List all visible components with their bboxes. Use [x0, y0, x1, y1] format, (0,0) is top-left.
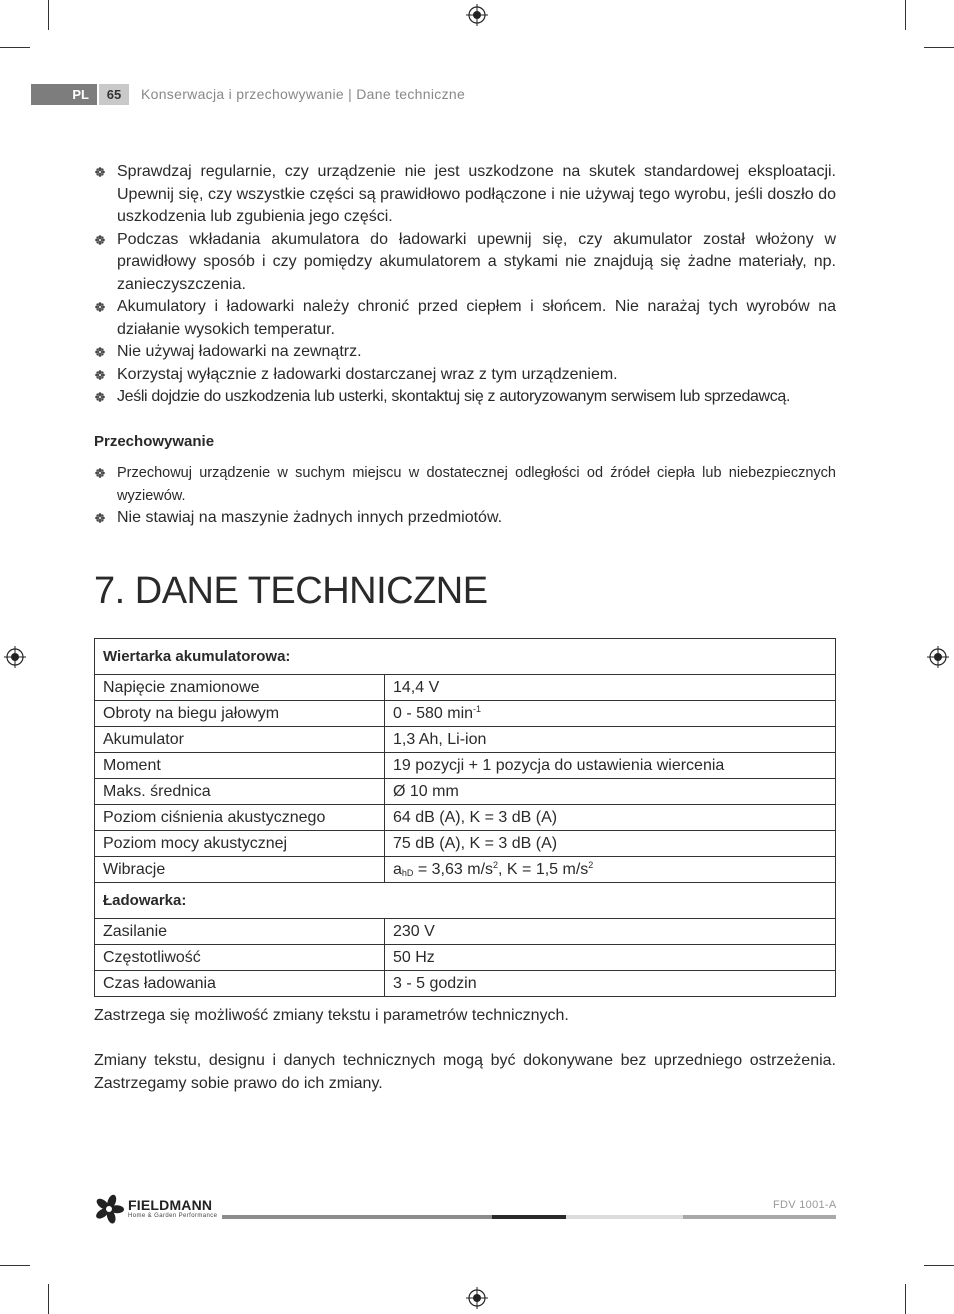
vibration-value-b: , K = 1,5 m/s	[498, 861, 589, 878]
spec-value	[385, 701, 836, 727]
bullet-text: Korzystaj wyłącznie z ładowarki dostarczanej wraz z tym urządzeniem.	[117, 365, 618, 383]
spec-value: 14,4 V	[385, 675, 836, 701]
spec-value: 75 dB (A), K = 3 dB (A)	[385, 831, 836, 857]
spec-label: Poziom mocy akustycznej	[95, 831, 385, 857]
footer-rule	[683, 1215, 836, 1219]
registration-mark-icon	[927, 646, 949, 668]
language-code: PL	[31, 84, 97, 105]
spec-value: 3 - 5 godzin	[385, 971, 836, 997]
spec-value-exponent: -1	[473, 704, 482, 714]
table-group-header	[95, 883, 836, 919]
storage-section	[94, 462, 836, 530]
bullet-text: Akumulatory i ładowarki należy chronić przed ciepłem i słońcem. Nie narażaj tych wyrobów na działanie wysokich temperatur.	[117, 298, 836, 338]
table-row	[95, 919, 836, 945]
spec-label: Maks. średnica	[95, 779, 385, 805]
spec-label: Zasilanie	[95, 919, 385, 945]
note-text: Zmiany tekstu, designu i danych technicznych mogą być dokonywane bez uprzedniego ostrzeżenia. Zastrzegamy sobie prawo do ich zmiany.	[94, 1052, 836, 1092]
flower-bullet-icon	[95, 235, 105, 245]
page-number: 65	[99, 84, 129, 105]
drill-heading: Wiertarka akumulatorowa:	[95, 639, 836, 675]
spec-label: Poziom ciśnienia akustycznego	[95, 805, 385, 831]
spec-value: 64 dB (A), K = 3 dB (A)	[385, 805, 836, 831]
spec-value: 19 pozycji + 1 pozycja do ustawienia wiercenia	[385, 753, 836, 779]
vibration-exponent-b: 2	[588, 860, 594, 870]
list-item	[94, 161, 836, 229]
crop-mark	[0, 47, 30, 48]
list-item	[94, 507, 836, 530]
flower-bullet-icon	[95, 167, 105, 177]
table-row	[95, 857, 836, 883]
list-item	[94, 386, 836, 409]
bullet-text: Nie używaj ładowarki na zewnątrz.	[117, 343, 362, 360]
crop-mark	[924, 1265, 954, 1266]
list-item	[94, 229, 836, 297]
table-row	[95, 753, 836, 779]
spec-label: Akumulator	[95, 727, 385, 753]
storage-heading: Przechowywanie	[94, 433, 215, 450]
registration-mark-icon	[466, 1287, 488, 1309]
spec-value: 230 V	[385, 919, 836, 945]
brand-logo	[94, 1194, 224, 1224]
list-item	[94, 341, 836, 364]
spec-label: Wibracje	[95, 857, 385, 883]
flower-bullet-icon	[95, 370, 105, 380]
spec-label: Napięcie znamionowe	[95, 675, 385, 701]
spec-value	[385, 857, 836, 883]
table-row	[95, 675, 836, 701]
crop-mark	[0, 1265, 30, 1266]
list-item	[94, 462, 836, 507]
spec-value-text: 0 - 580 min	[393, 705, 474, 722]
table-row	[95, 779, 836, 805]
flower-bullet-icon	[95, 302, 105, 312]
table-row	[95, 945, 836, 971]
flower-bullet-icon	[95, 347, 105, 357]
fieldmann-fan-logo-icon	[94, 1194, 124, 1224]
crop-mark	[905, 0, 906, 30]
table-row	[95, 805, 836, 831]
table-row	[95, 831, 836, 857]
spec-label: Częstotliwość	[95, 945, 385, 971]
storage-list	[94, 462, 836, 530]
page-header-tab	[31, 84, 129, 105]
table-group-header	[95, 639, 836, 675]
crop-mark	[48, 1284, 49, 1314]
table-row	[95, 701, 836, 727]
footer-rule	[566, 1215, 683, 1219]
spec-label: Moment	[95, 753, 385, 779]
spec-value: 1,3 Ah, Li-ion	[385, 727, 836, 753]
registration-mark-icon	[4, 646, 26, 668]
brand-name: FIELDMANN	[128, 1197, 213, 1213]
flower-bullet-icon	[95, 392, 105, 402]
flower-bullet-icon	[95, 468, 105, 478]
footer-rule	[492, 1215, 566, 1219]
crop-mark	[48, 0, 49, 30]
running-header-title: Konserwacja i przechowywanie | Dane techniczne	[141, 86, 466, 102]
table-row	[95, 727, 836, 753]
document-code: FDV 1001-A	[773, 1199, 837, 1211]
bullet-text: Sprawdzaj regularnie, czy urządzenie nie jest uszkodzone na skutek standardowej eksploatacji. Upewnij się, czy wszystkie części są prawidłowo podłączone i nie używaj tego wyrobu, jeśli doszło do uszkodzenia lub zgubienia jego części.	[117, 163, 836, 225]
bullet-text: Przechowuj urządzenie w suchym miejscu w dostatecznej odległości od źródeł ciepła lub niebezpiecznych wyziewów.	[117, 465, 836, 504]
maintenance-section	[94, 161, 836, 409]
spec-label: Czas ładowania	[95, 971, 385, 997]
brand-tagline: Home & Garden Performance	[128, 1213, 218, 1219]
maintenance-list	[94, 161, 836, 409]
registration-mark-icon	[466, 4, 488, 26]
vibration-symbol-subscript: hD	[401, 868, 414, 878]
crop-mark	[924, 47, 954, 48]
footer-rule	[222, 1215, 492, 1219]
technical-data-table	[94, 638, 836, 997]
charger-heading: Ładowarka:	[95, 883, 836, 919]
vibration-exponent-a: 2	[493, 860, 499, 870]
crop-mark	[905, 1284, 906, 1314]
vibration-value-a: = 3,63 m/s	[413, 861, 494, 878]
bullet-text: Jeśli dojdzie do uszkodzenia lub usterki, skontaktuj się z autoryzowanym serwisem lub sprzedawcą.	[117, 388, 791, 405]
bullet-text: Podczas wkładania akumulatora do ładowarki upewnij się, czy akumulator został włożony w prawidłowy sposób i czy pomiędzy akumulatorem a stykami nie znajdują się żadne materiały, np. zanieczyszczenia.	[117, 230, 836, 293]
spec-value: 50 Hz	[385, 945, 836, 971]
list-item	[94, 364, 836, 387]
note-text: Zastrzega się możliwość zmiany tekstu i parametrów technicznych.	[94, 1007, 569, 1024]
flower-bullet-icon	[95, 513, 105, 523]
vibration-symbol: a	[393, 861, 402, 878]
bullet-text: Nie stawiaj na maszynie żadnych innych przedmiotów.	[117, 509, 503, 526]
spec-label: Obroty na biegu jałowym	[95, 701, 385, 727]
list-item	[94, 296, 836, 341]
section-title: 7. DANE TECHNICZNE	[94, 570, 488, 612]
table-row	[95, 971, 836, 997]
spec-value: Ø 10 mm	[385, 779, 836, 805]
